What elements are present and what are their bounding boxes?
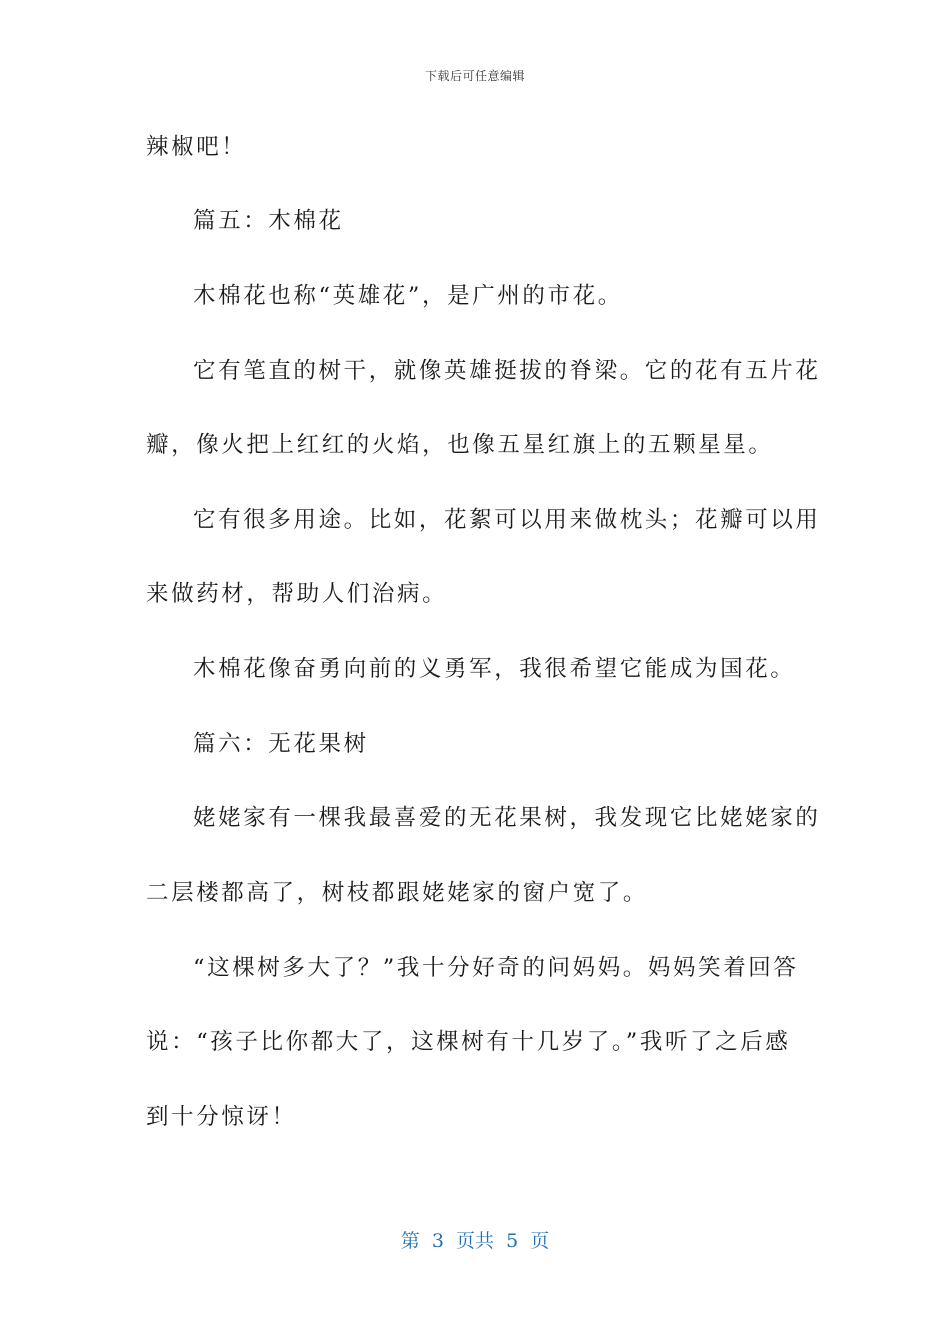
- body-line: 瓣，像火把上红红的火焰，也像五星红旗上的五颗星星。: [146, 432, 774, 458]
- body-line: 木棉花也称“英雄花”，是广州的市花。: [193, 283, 623, 309]
- body-line: 到十分惊讶！: [146, 1104, 297, 1130]
- body-line: 辣椒吧！: [146, 134, 247, 160]
- body-line: 说：“孩子比你都大了，这棵树有十几岁了。”我听了之后感: [146, 1029, 791, 1055]
- body-line: “这棵树多大了？”我十分好奇的问妈妈。妈妈笑着回答: [193, 955, 799, 981]
- body-line: 二层楼都高了，树枝都跟姥姥家的窗户宽了。: [146, 880, 649, 906]
- section-title: 篇五：木棉花: [193, 208, 344, 234]
- body-line: 木棉花像奋勇向前的义勇军，我很希望它能成为国花。: [193, 656, 796, 682]
- body-line: 姥姥家有一棵我最喜爱的无花果树，我发现它比姥姥家的: [193, 805, 821, 831]
- body-line: 来做药材，帮助人们治病。: [146, 581, 448, 607]
- body-line: 它有笔直的树干，就像英雄挺拔的脊梁。它的花有五片花: [193, 358, 821, 384]
- header-note: 下载后可任意编辑: [424, 69, 525, 83]
- section-title: 篇六：无花果树: [193, 731, 369, 757]
- page-number: 第 3 页共 5 页: [400, 1230, 550, 1252]
- body-line: 它有很多用途。比如，花絮可以用来做枕头；花瓣可以用: [193, 507, 821, 533]
